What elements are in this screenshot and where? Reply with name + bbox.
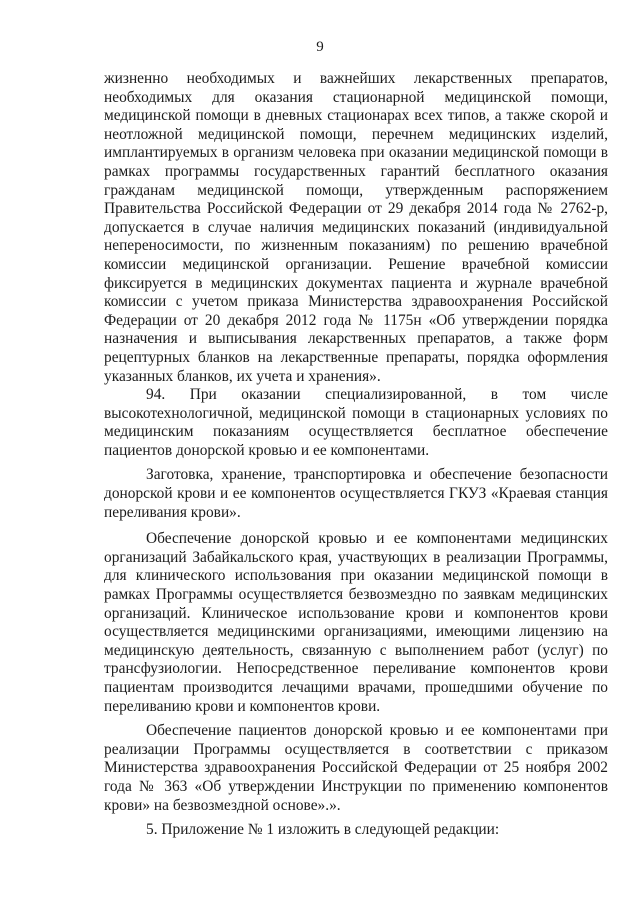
page-number: 9 (316, 39, 324, 55)
paragraph-blood-supply: Обеспечение донорской кровью и ее компонентами медицинских организаций Забайкальского края, участвующих в реализации Программы, для клинического использования при оказании медицинской помощи в рамках Программы осуществляется безвозмездно по заявкам медицинских организаций. Клиническое использование крови и компонентов крови осуществляется медицинскими организациями, имеющими лицензию на медицинскую деятельность, связанную с выполнением работ (услуг) по трансфузиологии. Непосредственное переливание компонентов крови пациентам производится лечащими врачами, прошедшими обучение по переливанию крови и компонентов крови. (104, 530, 608, 715)
paragraph-appendix-1: 5. Приложение № 1 изложить в следующей редакции: (146, 821, 500, 839)
paragraph-94: 94. При оказании специализированной, в том числе высокотехнологичной, медицинской помощи в стационарных условиях по медицинским показаниям осуществляется бесплатное обеспечение пациентов донорской кровью и ее компонентами. (104, 386, 608, 459)
document-body (104, 70, 608, 840)
paragraph-blood-procurement: Заготовка, хранение, транспортировка и обеспечение безопасности донорской крови и ее компонентов осуществляется ГКУЗ «Краевая станция переливания крови». (104, 466, 608, 521)
paragraph-continuation: жизненно необходимых и важнейших лекарственных препаратов, необходимых для оказания стационарной медицинской помощи, медицинской помощи в дневных стационарах всех типов, а также скорой и неотложной медицинской помощи, перечнем медицинских изделий, имплантируемых в организм человека при оказании медицинской помощи в рамках программы государственных гарантий бесплатного оказания гражданам медицинской помощи, утвержденным распоряжением Правительства Российской Федерации от 29 декабря 2014 года № 2762-р, допускается в случае наличия медицинских показаний (индивидуальной непереносимости, по жизненным показаниям) по решению врачебной комиссии медицинской организации. Решение врачебной комиссии фиксируется в медицинских документах пациента и журнале врачебной комиссии с учетом приказа Министерства здравоохранения Российской Федерации от 20 декабря 2012 года № 1175н «Об утверждении порядка назначения и выписывания лекарственных препаратов, а также форм рецептурных бланков на лекарственные препараты, порядка оформления указанных бланков, их учета и хранения». (104, 70, 608, 385)
paragraph-blood-provision-order: Обеспечение пациентов донорской кровью и ее компонентами при реализации Программы осуществляется в соответствии с приказом Министерства здравоохранения Российской Федерации от 25 ноября 2002 года № 363 «Об утверждении Инструкции по применению компонентов крови» на безвозмездной основе».». (104, 722, 608, 814)
